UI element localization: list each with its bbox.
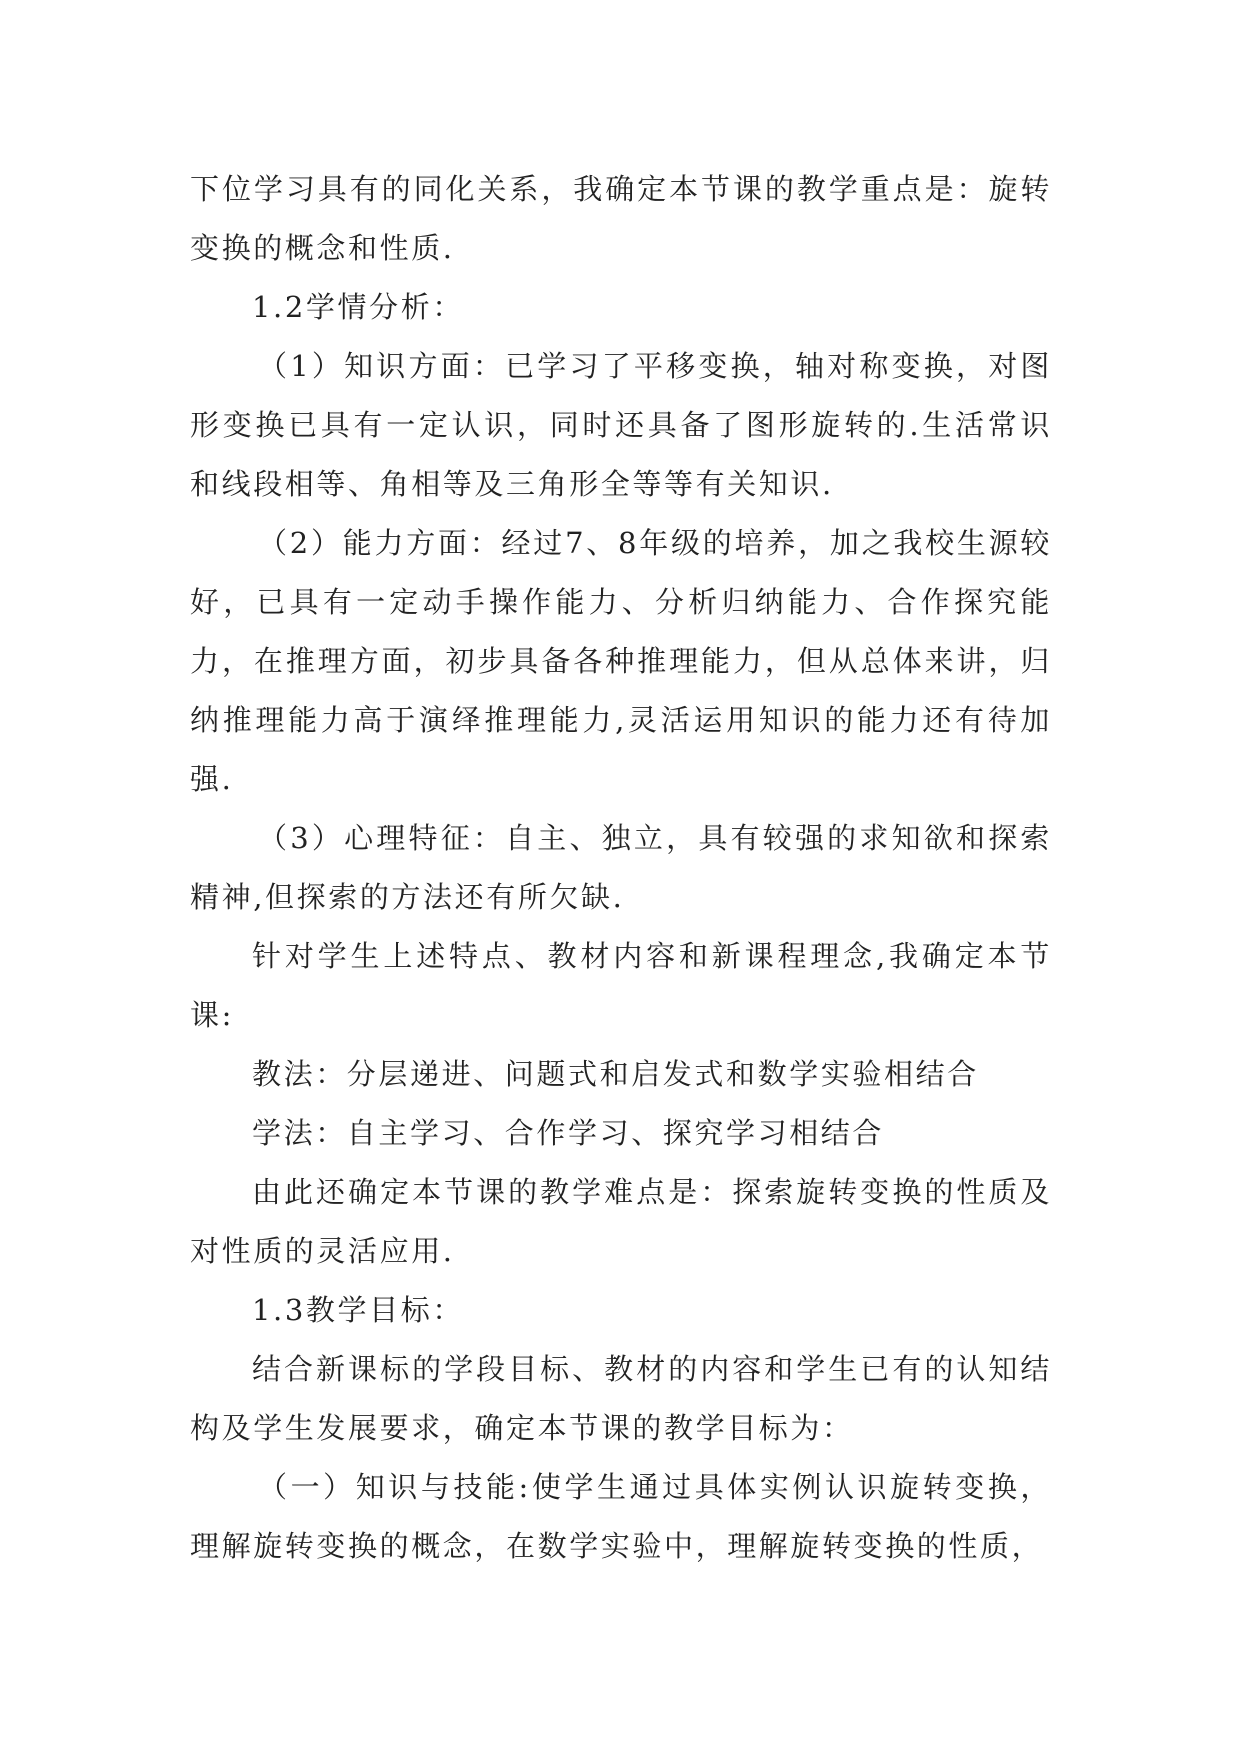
- paragraph-ability: （2）能力方面：经过7、8年级的培养，加之我校生源较好，已具有一定动手操作能力、分析归纳能力、合作探究能力，在推理方面，初步具备各种推理能力，但从总体来讲，归纳推理能力高于演绎推理能力,灵活运用知识的能力还有待加强.: [190, 526, 1052, 796]
- paragraph-goals-intro: 结合新课标的学段目标、教材的内容和学生已有的认知结构及学生发展要求，确定本节课的教学目标为：: [190, 1352, 1052, 1445]
- paragraph-learning-method: 学法：自主学习、合作学习、探究学习相结合: [252, 1116, 885, 1150]
- paragraph-psychology: （3）心理特征：自主、独立，具有较强的求知欲和探索精神,但探索的方法还有所欠缺.: [190, 821, 1052, 914]
- heading-learner-analysis: 1.2学情分析：: [252, 290, 464, 324]
- paragraph-method-intro: 针对学生上述特点、教材内容和新课程理念,我确定本节课:: [190, 939, 1052, 1032]
- document-body: [190, 160, 1052, 1576]
- paragraph-focus-continuation: 下位学习具有的同化关系，我确定本节课的教学重点是：旋转变换的概念和性质.: [190, 172, 1052, 265]
- paragraph-teaching-method: 教法：分层递进、问题式和启发式和数学实验相结合: [252, 1057, 979, 1091]
- paragraph-knowledge: （1）知识方面：已学习了平移变换，轴对称变换，对图形变换已具有一定认识，同时还具备了图形旋转的.生活常识和线段相等、角相等及三角形全等等有关知识.: [190, 349, 1052, 501]
- heading-teaching-goals: 1.3教学目标：: [252, 1293, 464, 1327]
- paragraph-difficulty: 由此还确定本节课的教学难点是：探索旋转变换的性质及对性质的灵活应用.: [190, 1175, 1052, 1268]
- paragraph-knowledge-skills: （一）知识与技能:使学生通过具体实例认识旋转变换，理解旋转变换的概念，在数学实验中，理解旋转变换的性质，: [190, 1470, 1052, 1563]
